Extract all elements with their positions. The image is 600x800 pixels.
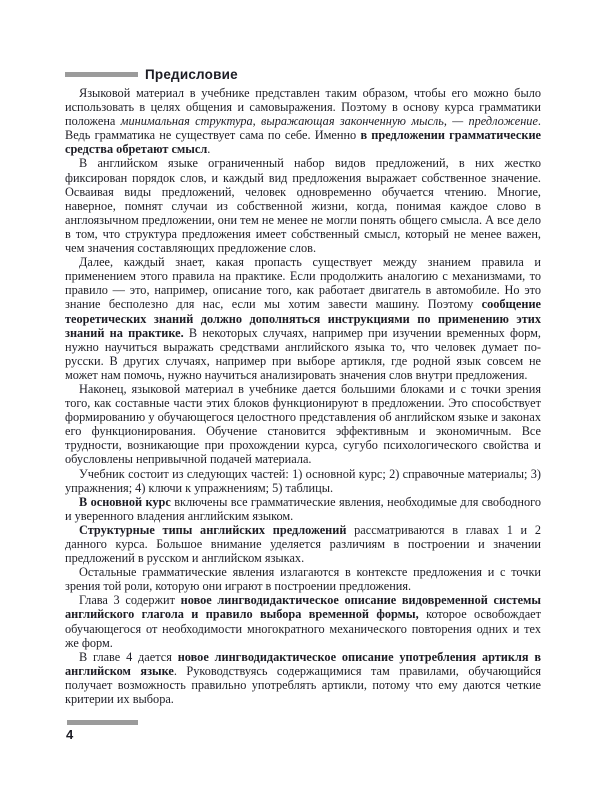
text-segment-bold: сообщение теоретических знаний должно дополняться инструкциями по применению этих знаний на практике. bbox=[65, 297, 541, 340]
text-segment-bold: новое лингводидактическое описание употребления артикля в английском языке bbox=[65, 649, 541, 678]
chapter-title: Предисловие bbox=[145, 67, 238, 82]
text-segment-normal: Глава 3 содержит bbox=[79, 593, 181, 608]
text-segment-italic: минимальная структура, выражающая законченную мысль, — предложение bbox=[120, 114, 538, 129]
text-segment-normal: . Руководствуясь содержащимися там правилами, обучающийся получает возможность правильно употреблять артикли, потому что ему даются четкие критерии их выбора. bbox=[65, 663, 541, 707]
paragraph bbox=[65, 467, 541, 495]
text-segment-normal: В некоторых случаях, например при изучении временных форм, нужно научиться выражать средствами английского языка то, что человек думает по-русски. В других случаях, например при выборе артикля, где родной язык совсем не может нам помочь, нужно научиться анализировать значения слов внутри предложения. bbox=[65, 325, 541, 382]
text-segment-normal: Учебник состоит из следующих частей: 1) основной курс; 2) справочные материалы; 3) упражнения; 4) ключи к упражнениям; 5) таблицы. bbox=[65, 466, 541, 495]
text-segment-bold: в предложении грамматические средства обретают смысл bbox=[65, 128, 541, 157]
paragraph bbox=[65, 593, 541, 649]
paragraph bbox=[65, 650, 541, 706]
text-segment-normal: В главе 4 дается bbox=[79, 649, 178, 664]
paragraph bbox=[65, 495, 541, 523]
text-segment-bold: В основной курс bbox=[79, 494, 171, 509]
paragraph bbox=[65, 86, 541, 156]
paragraph bbox=[65, 565, 541, 593]
paragraph bbox=[65, 156, 541, 255]
paragraph bbox=[65, 255, 541, 382]
text-segment-normal: которое освобождает обучающегося от необходимости многократного механического повторения одних и тех же форм. bbox=[65, 607, 541, 650]
footer-rule-bar bbox=[67, 720, 138, 725]
header-rule-bar bbox=[65, 72, 138, 77]
text-segment-normal: . bbox=[207, 142, 211, 157]
text-segment-normal: Далее, каждый знает, какая пропасть существует между знанием правила и применением этого правила на практике. Если продолжить аналогию с механизмами, то правило — это, например, описание того, как работает двигатель в автомобиле. Но это знание бесполезно для нас, если мы хотим завести машину. Поэтому bbox=[65, 255, 541, 312]
paragraph bbox=[65, 523, 541, 565]
text-segment-normal: Наконец, языковой материал в учебнике дается большими блоками и с точки зрения того, как составные части этих блоков функционируют в предложении. Это способствует формированию у обучающегося целостного представления об английском языке и законах его функционирования. Обучение становится эффективным и экономичным. Все трудности, возникающие при прохождении курса, сугубо психологического свойства и обусловлены непривычной подачей материала. bbox=[65, 381, 541, 467]
text-segment-normal: включены все грамматические явления, необходимые для свободного и уверенного владения английским языком. bbox=[65, 494, 542, 523]
text-segment-normal: Языковой материал в учебнике представлен таким образом, чтобы его можно было использовать в целях общения и самовыражения. Поэтому в основу курса грамматики положена bbox=[65, 86, 541, 129]
text-segment-bold: новое лингводидактическое описание видовременной системы английского глагола и правило выбора временной формы, bbox=[65, 593, 542, 622]
paragraph bbox=[65, 382, 541, 467]
text-segment-normal: . Ведь грамматика не существует сама по себе. Именно bbox=[65, 114, 541, 143]
text-segment-normal: В английском языке ограниченный набор видов предложений, в них жестко фиксирован порядок слов, и каждый вид предложения выражает собственное значение. Осваивая виды предложений, человек одновременно обучается чтению. Многие, наверное, помнят случаи из собственной жизни, когда, понимая каждое слово в англоязычном предложении, они тем не менее не могли понять общего смысла. А все дело в том, что структура предложения имеет собственный смысл, который не менее важен, чем значения составляющих предложение слов. bbox=[65, 156, 541, 256]
text-segment-normal: Остальные грамматические явления излагаются в контексте предложения и с точки зрения той роли, которую они играют в построении предложения. bbox=[65, 565, 541, 594]
text-segment-normal: рассматриваются в главах 1 и 2 данного курса. Большое внимание уделяется различиям в построении и значении предложений в русском и английском языках. bbox=[65, 522, 541, 566]
page-number: 4 bbox=[66, 727, 74, 742]
chapter-header bbox=[65, 68, 238, 82]
preface-body-text bbox=[65, 86, 541, 706]
text-segment-bold: Структурные типы английских предложений bbox=[79, 522, 347, 537]
